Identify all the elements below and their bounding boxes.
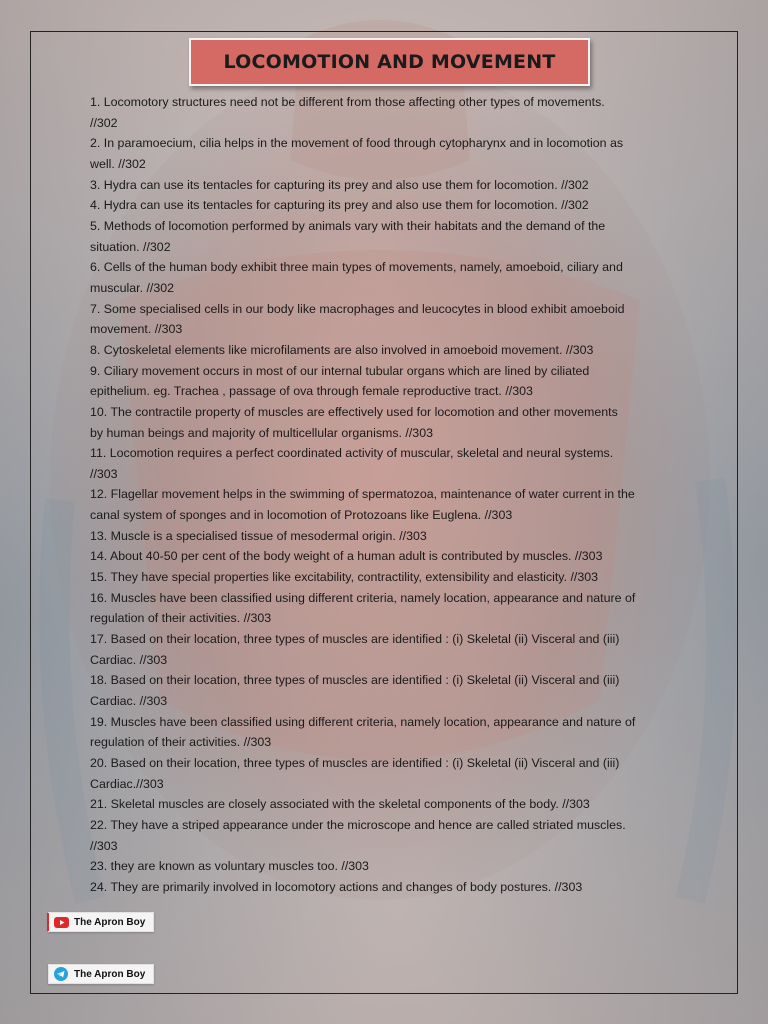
note-line: well. //302: [90, 156, 146, 171]
note-line: 21. Skeletal muscles are closely associated with the skeletal components of the body. //303: [90, 797, 590, 812]
note-line: 1. Locomotory structures need not be different from those affecting other types of movements.: [90, 95, 605, 109]
note-line: //302: [90, 115, 118, 130]
telegram-channel-badge[interactable]: [48, 964, 154, 984]
note-line: 24. They are primarily involved in locomotory actions and changes of body postures. //303: [90, 879, 583, 894]
telegram-channel-label: The Apron Boy: [74, 968, 146, 980]
note-line: 23. they are known as voluntary muscles too. //303: [90, 859, 369, 874]
note-line: canal system of sponges and in locomotion of Protozoans like Euglena. //303: [90, 508, 513, 523]
note-line: 2. In paramoecium, cilia helps in the movement of food through cytopharynx and in locomotion as: [90, 136, 624, 151]
page-title: LOCOMOTION AND MOVEMENT: [223, 51, 556, 73]
note-line: 16. Muscles have been classified using different criteria, namely location, appearance and nature of: [90, 590, 636, 605]
note-line: 22. They have a striped appearance under the microscope and hence are called striated muscles.: [90, 817, 626, 832]
note-line: 14. About 40-50 per cent of the body weight of a human adult is contributed by muscles. //303: [90, 549, 603, 564]
note-line: //303: [90, 466, 118, 481]
note-line: 20. Based on their location, three types of muscles are identified : (i) Skeletal (ii) Visceral and (iii): [90, 756, 620, 770]
note-line: 19. Muscles have been classified using different criteria, namely location, appearance and nature of: [90, 714, 636, 729]
note-line: by human beings and majority of multicellular organisms. //303: [90, 425, 433, 440]
note-line: 18. Based on their location, three types of muscles are identified : (i) Skeletal (ii) Visceral and (iii): [90, 673, 620, 688]
notes-list: [90, 92, 690, 898]
note-line: regulation of their activities. //303: [90, 611, 272, 626]
note-line: muscular. //302: [90, 280, 175, 295]
note-line: 9. Ciliary movement occurs in most of our internal tubular organs which are lined by ciliated: [90, 363, 590, 378]
note-line: 3. Hydra can use its tentacles for capturing its prey and also use them for locomotion. //302: [90, 177, 589, 192]
note-line: 7. Some specialised cells in our body like macrophages and leucocytes in blood exhibit amoeboid: [90, 301, 625, 316]
note-line: 6. Cells of the human body exhibit three main types of movements, namely, amoeboid, ciliary and: [90, 260, 623, 275]
note-line: //303: [90, 838, 118, 853]
note-line: 13. Muscle is a specialised tissue of mesodermal origin. //303: [90, 528, 427, 543]
youtube-channel-badge[interactable]: [48, 912, 154, 932]
title-banner: [189, 38, 590, 86]
note-line: 12. Flagellar movement helps in the swimming of spermatozoa, maintenance of water current in the: [90, 487, 635, 502]
note-line: Cardiac. //303: [90, 694, 168, 709]
youtube-icon: [53, 914, 69, 930]
note-line: 17. Based on their location, three types of muscles are identified : (i) Skeletal (ii) Visceral and (iii): [90, 632, 620, 647]
youtube-channel-label: The Apron Boy: [74, 916, 146, 928]
note-line: movement. //303: [90, 322, 183, 337]
note-line: Cardiac. //303: [90, 652, 168, 667]
note-line: situation. //302: [90, 239, 171, 254]
note-line: 10. The contractile property of muscles are effectively used for locomotion and other movements: [90, 404, 618, 419]
note-line: 15. They have special properties like excitability, contractility, extensibility and elasticity. //303: [90, 570, 599, 585]
note-line: Cardiac.//303: [90, 776, 164, 791]
note-line: epithelium. eg. Trachea , passage of ova through female reproductive tract. //303: [90, 384, 533, 399]
note-line: 8. Cytoskeletal elements like microfilaments are also involved in amoeboid movement. //303: [90, 342, 594, 357]
note-line: 4. Hydra can use its tentacles for capturing its prey and also use them for locomotion. //302: [90, 198, 589, 213]
telegram-icon: [53, 966, 69, 982]
note-line: 5. Methods of locomotion performed by animals vary with their habitats and the demand of the: [90, 218, 606, 233]
note-line: 11. Locomotion requires a perfect coordinated activity of muscular, skeletal and neural systems.: [90, 446, 614, 461]
note-line: regulation of their activities. //303: [90, 735, 272, 750]
